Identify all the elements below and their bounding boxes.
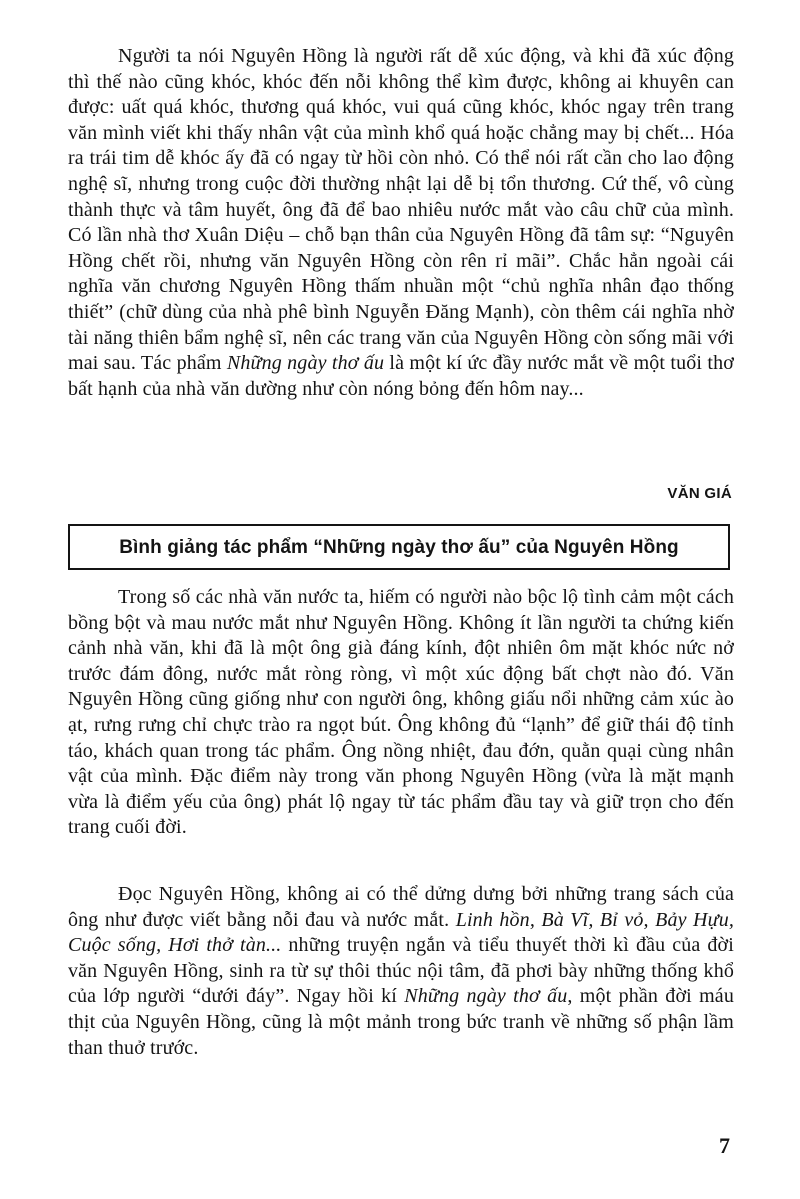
- text-run: những truyện ngắn và tiểu thuyết thời kì đầu của đời văn Nguyên Hồng, sinh ra từ sự thôi thúc nội tâm, đã phơi bày những thống khổ của lớp người “dưới đáy”. Ngay hồi kí: [68, 934, 734, 1008]
- page-number: 7: [719, 1133, 730, 1158]
- paragraph-2: [68, 585, 734, 841]
- text-run: Đọc Nguyên Hồng, không ai có thể dửng dưng bởi những trang sách của ông như được viết bằng nỗi đau và nước mắt.: [68, 883, 734, 931]
- text-run: Trong số các nhà văn nước ta, hiếm có người nào bộc lộ tình cảm một cách bồng bột và mau nước mắt như Nguyên Hồng. Không ít lần người ta chứng kiến cảnh nhà văn, khi đã là một ông già đáng kính, đột nhiên ôm mặt khóc nức nở trước đám đông, nước mắt ròng ròng, vì một xúc động bất chợt nào đó. Văn Nguyên Hồng cũng giống như con người ông, không giấu nổi những cảm xúc ào ạt, rưng rưng chỉ chực trào ra ngọt bút. Ông không đủ “lạnh” để giữ thái độ tỉnh táo, khách quan trong tác phẩm. Ông nồng nhiệt, đau đớn, quằn quại cùng nhân vật của mình. Đặc điểm này trong văn phong Nguyên Hồng (vừa là mặt mạnh vừa là điểm yếu của ông) phát lộ ngay từ tác phẩm đầu tay và giữ trọn cho đến trang cuối đời.: [68, 586, 734, 839]
- section-title: Bình giảng tác phẩm “Những ngày thơ ấu” của Nguyên Hồng: [119, 537, 679, 558]
- author-signature: VĂN GIÁ: [667, 485, 732, 502]
- text-run: Người ta nói Nguyên Hồng là người rất dễ xúc động, và khi đã xúc động thì thế nào cũng khóc, khóc đến nỗi không thể kìm được, không ai khuyên can được: uất quá khóc, thương quá khóc, vui quá cũng khóc, khóc ngay trên trang văn mình viết khi thấy nhân vật của mình khổ quá hoặc chẳng may bị chết... Hóa ra trái tim dễ khóc ấy đã có ngay từ hồi còn nhỏ. Có thể nói rất cần cho lao động nghệ sĩ, nhưng trong cuộc đời thường nhật lại dễ bị tổn thương. Cứ thế, vô cùng thành thực và tâm huyết, ông đã để bao nhiêu nước mắt vào câu chữ của mình. Có lần nhà thơ Xuân Diệu – chỗ bạn thân của Nguyên Hồng đã tâm sự: “Nguyên Hồng chết rồi, nhưng văn Nguyên Hồng còn rên rỉ mãi”. Chắc hẳn ngoài cái nghĩa văn chương Nguyên Hồng thấm nhuần một “chủ nghĩa nhân đạo thống thiết” (chữ dùng của nhà phê bình Nguyễn Đăng Mạnh), còn thêm cái nghĩa nhờ tài năng thiên bẩm nghệ sĩ, nên các trang văn của Nguyên Hồng còn sống mãi với mai sau. Tác phẩm: [68, 45, 734, 375]
- text-run: là một kí ức đầy nước mắt về một tuổi thơ bất hạnh của nhà văn dường như còn nóng bỏng đến hôm nay...: [68, 352, 734, 400]
- italic-title-run: Linh hồn, Bà Vĩ, Bỉ vỏ, Bảy Hựu, Cuộc sống, Hơi thở tàn...: [68, 908, 734, 957]
- italic-title-run: Những ngày thơ ấu: [404, 985, 568, 1008]
- paragraph-3: [68, 882, 734, 1061]
- paragraph-1: [68, 44, 734, 402]
- italic-title-run: Những ngày thơ ấu: [226, 352, 385, 375]
- text-run: , một phần đời máu thịt của Nguyên Hồng, cũng là một mảnh trong bức tranh về những số phận lầm than thuở trước.: [68, 985, 734, 1059]
- section-heading-box: [68, 524, 730, 570]
